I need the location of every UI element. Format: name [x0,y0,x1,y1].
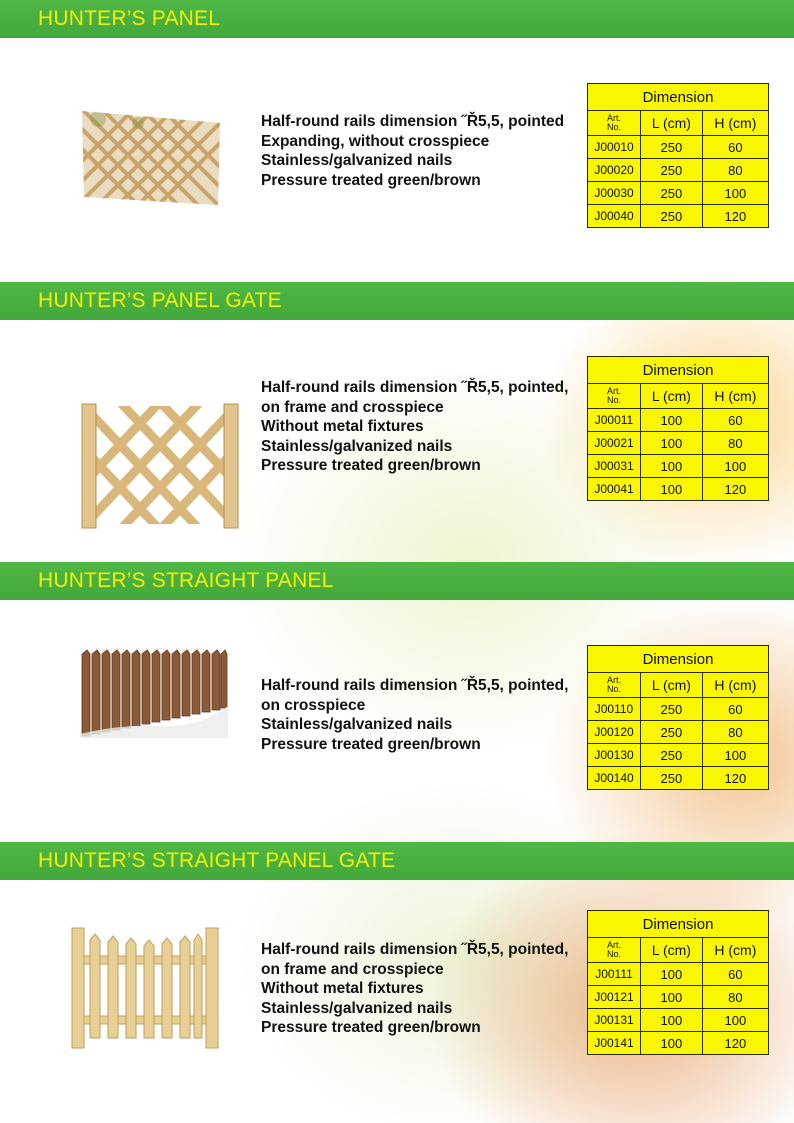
height-cell: 60 [702,963,768,986]
height-cell: 80 [702,721,768,744]
height-cell: 100 [702,744,768,767]
length-cell: 100 [641,1032,703,1055]
section-header-band [0,562,794,600]
art-no-cell: J00010 [588,136,641,159]
length-cell: 250 [641,136,703,159]
art-no-cell: J00011 [588,409,641,432]
lattice-panel-image [78,105,224,209]
dimension-table [587,910,769,1055]
height-cell: 120 [702,205,768,228]
art-no-cell: J00040 [588,205,641,228]
height-cell: 120 [702,478,768,501]
description-line: Pressure treated green/brown [261,1019,481,1036]
product-description [261,676,591,754]
section-title: HUNTER’S STRAIGHT PANEL GATE [38,849,396,872]
art-no-cell: J00020 [588,159,641,182]
length-cell: 100 [641,986,703,1009]
height-header: H (cm) [702,673,768,698]
dimension-header: Dimension [588,84,769,111]
art-no-header [588,111,641,136]
section-hunters-panel [0,0,794,280]
height-cell: 100 [702,455,768,478]
height-cell: 80 [702,432,768,455]
length-cell: 250 [641,721,703,744]
length-cell: 250 [641,182,703,205]
length-cell: 100 [641,432,703,455]
length-cell: 100 [641,1009,703,1032]
height-cell: 80 [702,986,768,1009]
length-header: L (cm) [641,384,703,409]
section-hunters-straight-panel-gate [0,842,794,1123]
table-row [588,1032,769,1055]
description-line: Half-round rails dimension ˝Ř5,5, pointed, [261,677,569,694]
dimension-header: Dimension [588,357,769,384]
length-cell: 250 [641,744,703,767]
table-row [588,432,769,455]
table-row [588,721,769,744]
table-row [588,409,769,432]
dimension-header: Dimension [588,911,769,938]
dimension-table [587,645,769,790]
table-row [588,478,769,501]
table-row [588,182,769,205]
dimension-header: Dimension [588,646,769,673]
section-header-band [0,842,794,880]
table-row [588,205,769,228]
table-row [588,159,769,182]
straight-panel-image [80,646,228,738]
description-line: Without metal fixtures [261,418,424,435]
art-no-cell: J00110 [588,698,641,721]
length-cell: 250 [641,159,703,182]
art-no-cell: J00030 [588,182,641,205]
height-cell: 60 [702,136,768,159]
height-cell: 60 [702,698,768,721]
table-row [588,136,769,159]
art-no-header [588,384,641,409]
art-no-cell: J00121 [588,986,641,1009]
description-line: Half-round rails dimension ˝Ř5,5, pointed [261,113,565,130]
art-no-header [588,673,641,698]
art-no-cell: J00111 [588,963,641,986]
art-no-cell: J00140 [588,767,641,790]
section-title: HUNTER’S PANEL GATE [38,289,282,312]
height-header: H (cm) [702,111,768,136]
description-line: Pressure treated green/brown [261,171,481,189]
section-hunters-panel-gate [0,282,794,562]
length-cell: 100 [641,478,703,501]
lattice-gate-image [80,402,240,530]
description-line: on crosspiece [261,696,366,714]
description-line: Expanding, without crosspiece [261,132,490,150]
section-header-band [0,0,794,38]
length-cell: 250 [641,767,703,790]
art-no-cell: J00021 [588,432,641,455]
art-no-label: Art. No. [606,113,621,132]
section-hunters-straight-panel [0,562,794,842]
art-no-cell: J00031 [588,455,641,478]
straight-gate-image [70,926,220,1050]
length-header: L (cm) [641,111,703,136]
product-description [261,940,591,1038]
table-row [588,986,769,1009]
table-row [588,455,769,478]
length-cell: 100 [641,963,703,986]
description-line: Stainless/galvanized nails [261,999,453,1017]
product-description [261,378,591,476]
art-no-cell: J00141 [588,1032,641,1055]
description-line: Without metal fixtures [261,980,424,997]
table-row [588,767,769,790]
length-cell: 100 [641,409,703,432]
length-cell: 250 [641,205,703,228]
description-line: on frame and crosspiece [261,398,444,416]
length-cell: 250 [641,698,703,721]
table-row [588,1009,769,1032]
length-cell: 100 [641,455,703,478]
description-line: Half-round rails dimension ˝Ř5,5, pointed, [261,941,569,958]
art-no-label: Art. No. [606,675,621,694]
height-cell: 100 [702,1009,768,1032]
section-title: HUNTER’S STRAIGHT PANEL [38,569,334,592]
height-cell: 80 [702,159,768,182]
dimension-table [587,356,769,501]
description-line: Stainless/galvanized nails [261,716,453,733]
height-cell: 120 [702,1032,768,1055]
description-line: Pressure treated green/brown [261,735,481,753]
section-header-band [0,282,794,320]
art-no-header [588,938,641,963]
length-header: L (cm) [641,673,703,698]
section-title: HUNTER’S PANEL [38,7,221,30]
height-header: H (cm) [702,384,768,409]
height-cell: 60 [702,409,768,432]
table-row [588,744,769,767]
height-cell: 100 [702,182,768,205]
product-description [261,112,591,190]
table-row [588,963,769,986]
height-cell: 120 [702,767,768,790]
length-header: L (cm) [641,938,703,963]
table-row [588,698,769,721]
art-no-cell: J00120 [588,721,641,744]
art-no-cell: J00130 [588,744,641,767]
description-line: Pressure treated green/brown [261,457,481,474]
description-line: Stainless/galvanized nails [261,152,453,169]
art-no-label: Art. No. [606,386,621,405]
art-no-cell: J00041 [588,478,641,501]
description-line: Stainless/galvanized nails [261,437,453,455]
height-header: H (cm) [702,938,768,963]
dimension-table [587,83,769,228]
description-line: on frame and crosspiece [261,960,444,978]
art-no-label: Art. No. [606,940,621,959]
art-no-cell: J00131 [588,1009,641,1032]
description-line: Half-round rails dimension ˝Ř5,5, pointed, [261,379,569,396]
